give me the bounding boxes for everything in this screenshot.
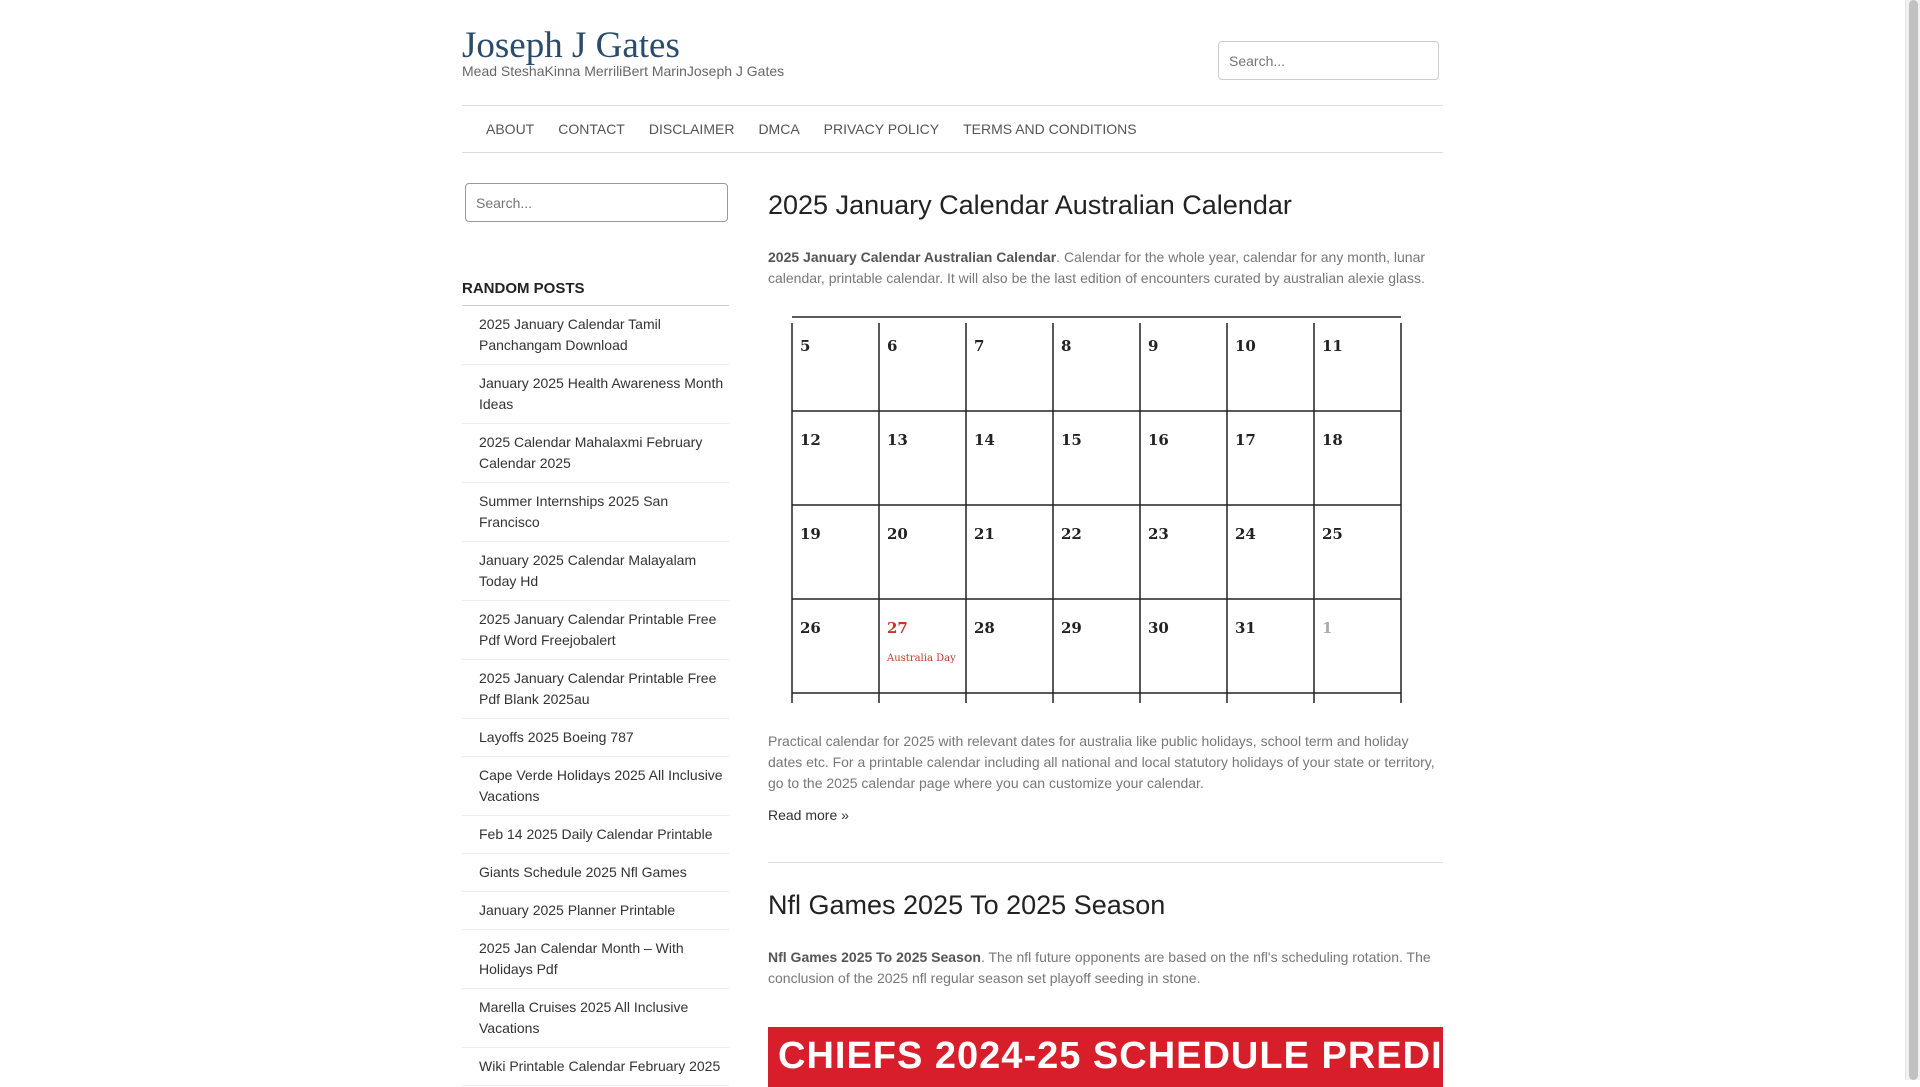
calendar-day-number: 25 — [1322, 525, 1343, 543]
list-item — [462, 854, 729, 892]
list-item — [462, 660, 729, 719]
random-post-link[interactable]: 2025 January Calendar Printable Free Pdf Blank 2025au — [479, 670, 717, 707]
calendar-day-number: 1 — [1322, 619, 1333, 637]
calendar-day-number: 31 — [1235, 619, 1256, 637]
calendar-day-number: 22 — [1061, 525, 1082, 543]
calendar-grid — [768, 323, 1443, 703]
calendar-day-number: 21 — [974, 525, 995, 543]
random-post-link[interactable]: 2025 January Calendar Tamil Panchangam Download — [479, 316, 661, 353]
calendar-day-number: 18 — [1322, 431, 1343, 449]
schedule-banner-image: CHIEFS 2024-25 SCHEDULE PREDICTION — [768, 1027, 1443, 1087]
post-excerpt-text: . The nfl future opponents are based on the nfl's scheduling rotation. The conclusion of the 2025 nfl regular season set playoff seeding in stone. — [768, 949, 1431, 986]
nav-dmca[interactable]: DMCA — [758, 121, 800, 137]
calendar-day-number: 26 — [800, 619, 821, 637]
list-item — [462, 989, 729, 1048]
random-posts-list — [462, 306, 729, 1086]
calendar-day-number: 12 — [800, 431, 821, 449]
random-post-link[interactable]: Giants Schedule 2025 Nfl Games — [479, 864, 687, 880]
post-excerpt-text: . Calendar for the whole year, calendar for any month, lunar calendar, printable calendar. It will also be the last edition of encounters curated by australian alexie glass. — [768, 249, 1426, 286]
calendar-day-number: 30 — [1148, 619, 1169, 637]
post-body: Practical calendar for 2025 with relevant dates for australia like public holidays, school term and holiday dates etc. For a printable calendar including all national and local statutory holidays of your state or territory, go to the 2025 calendar page where you can customize your calendar. — [768, 733, 1435, 791]
calendar-day-number: 7 — [974, 337, 985, 355]
nav-contact[interactable]: CONTACT — [558, 121, 625, 137]
random-post-link[interactable]: Summer Internships 2025 San Francisco — [479, 493, 669, 530]
nav-privacy-policy[interactable]: PRIVACY POLICY — [823, 121, 940, 137]
site-title[interactable]: Joseph J Gates — [462, 25, 680, 66]
post-title[interactable]: 2025 January Calendar Australian Calendar — [768, 190, 1292, 220]
list-item — [462, 424, 729, 483]
page-scrollbar[interactable] — [1905, 0, 1920, 1080]
list-item — [462, 892, 729, 930]
random-post-link[interactable]: Cape Verde Holidays 2025 All Inclusive Vacations — [479, 767, 723, 804]
list-item — [462, 816, 729, 854]
random-post-link[interactable]: 2025 Calendar Mahalaxmi February Calendar 2025 — [479, 434, 703, 471]
list-item — [462, 483, 729, 542]
main-content — [768, 183, 1566, 1087]
calendar-day-number: 5 — [800, 337, 811, 355]
random-post-link[interactable]: Feb 14 2025 Daily Calendar Printable — [479, 826, 713, 842]
random-post-link[interactable]: 2025 January Calendar Printable Free Pdf Word Freejobalert — [479, 611, 717, 648]
calendar-day-number: 14 — [974, 431, 995, 449]
post-excerpt-lead: Nfl Games 2025 To 2025 Season — [768, 949, 981, 965]
holiday-label: Australia Day — [887, 653, 956, 664]
list-item — [462, 601, 729, 660]
main-nav — [462, 105, 1443, 153]
calendar-day-number: 10 — [1235, 337, 1256, 355]
calendar-image — [768, 323, 1443, 703]
random-post-link[interactable]: Wiki Printable Calendar February 2025 — [479, 1058, 721, 1074]
calendar-day-number: 13 — [887, 431, 908, 449]
site-description: Mead SteshaKinna MerriliBert MarinJoseph J Gates — [462, 63, 785, 79]
calendar-day-number: 9 — [1148, 337, 1159, 355]
list-item — [462, 542, 729, 601]
calendar-day-number: 19 — [800, 525, 821, 543]
random-post-link[interactable]: Marella Cruises 2025 All Inclusive Vacations — [479, 999, 689, 1036]
random-post-link[interactable]: January 2025 Health Awareness Month Ideas — [479, 375, 724, 412]
calendar-day-number: 8 — [1061, 337, 1072, 355]
list-item — [462, 719, 729, 757]
calendar-day-number: 28 — [974, 619, 995, 637]
list-item — [462, 365, 729, 424]
random-post-link[interactable]: Layoffs 2025 Boeing 787 — [479, 729, 634, 745]
random-post-link[interactable]: January 2025 Planner Printable — [479, 902, 676, 918]
sidebar — [462, 183, 729, 1086]
post-divider — [768, 862, 1443, 863]
post-excerpt — [768, 247, 1443, 289]
random-post-link[interactable]: 2025 Jan Calendar Month – With Holidays Pdf — [479, 940, 684, 977]
list-item — [462, 757, 729, 816]
list-item — [462, 930, 729, 989]
header-search-input[interactable] — [1218, 41, 1439, 80]
random-post-link[interactable]: January 2025 Calendar Malayalam Today Hd — [479, 552, 697, 589]
calendar-day-number: 27 — [887, 619, 908, 637]
random-posts-title: RANDOM POSTS — [462, 280, 729, 306]
scrollbar-thumb[interactable] — [1909, 0, 1918, 1080]
post-title[interactable]: Nfl Games 2025 To 2025 Season — [768, 890, 1166, 920]
calendar-day-number: 23 — [1148, 525, 1169, 543]
calendar-day-number: 17 — [1235, 431, 1256, 449]
calendar-day-number: 16 — [1148, 431, 1169, 449]
calendar-day-number: 24 — [1235, 525, 1256, 543]
read-more-link[interactable]: Read more » — [768, 807, 849, 823]
calendar-day-number: 15 — [1061, 431, 1082, 449]
sidebar-search-input[interactable] — [465, 183, 728, 222]
nav-terms[interactable]: TERMS AND CONDITIONS — [963, 121, 1137, 137]
nav-disclaimer[interactable]: DISCLAIMER — [648, 121, 735, 137]
post-excerpt-lead: 2025 January Calendar Australian Calendar — [768, 249, 1057, 265]
calendar-day-number: 11 — [1322, 337, 1343, 355]
list-item — [462, 306, 729, 365]
post-excerpt — [768, 947, 1443, 989]
calendar-day-number: 20 — [887, 525, 908, 543]
calendar-day-number: 6 — [887, 337, 898, 355]
nav-about[interactable]: ABOUT — [486, 121, 535, 137]
list-item — [462, 1048, 729, 1086]
calendar-day-number: 29 — [1061, 619, 1082, 637]
